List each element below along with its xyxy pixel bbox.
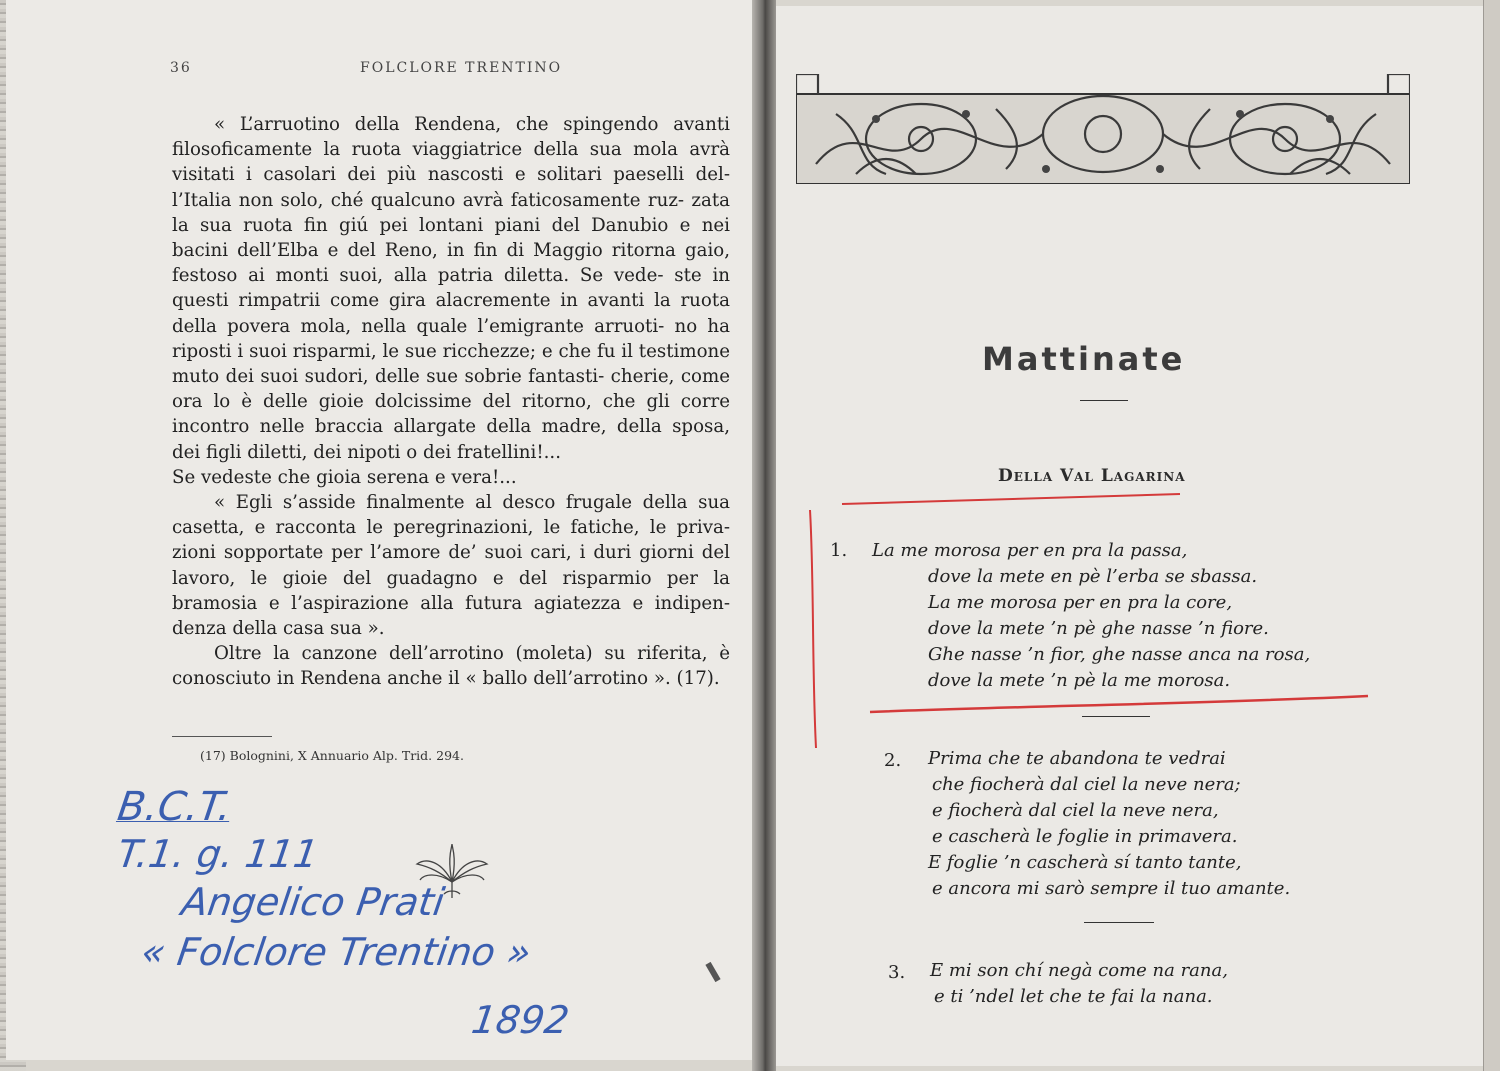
handwritten-note-line: 1892 <box>468 998 572 1042</box>
verse-line: e ancora mi sarò sempre il tuo amante. <box>932 878 1291 899</box>
verse-line: Ghe nasse ’n fior, ghe nasse anca na rosa, <box>928 644 1311 665</box>
verse-line: La me morosa per en pra la passa, <box>872 540 1188 561</box>
stanza <box>884 746 1290 902</box>
handwritten-note-line: Angelico Prati <box>178 880 448 924</box>
verse-line: E mi son chí negà come na rana, <box>930 960 1228 981</box>
paragraph: « Egli s’asside finalmente al desco frugale della sua casetta, e racconta le peregrinazioni, le fatiche, le priva- zioni sopportate per l’amore de’ suoi cari, i duri giorni del lavoro, le gioie del guadagno e del risparmio per la bramosia e l’aspirazione alla futura agiatezza e indipen- denza della casa sua ». <box>172 492 730 640</box>
handwritten-note-line: « Folclore Trentino » <box>138 930 534 974</box>
page-number: 36 <box>170 60 192 76</box>
page-edges-right <box>1483 0 1500 1071</box>
stanza-number: 1. <box>830 540 848 561</box>
section-subheading: Della Val Lagarina <box>998 466 1186 486</box>
stanza-number: 2. <box>884 750 902 771</box>
stanza-number: 3. <box>888 962 906 983</box>
title-rule <box>1080 400 1128 401</box>
body-text <box>172 112 730 692</box>
footnote-rule <box>172 736 272 737</box>
verse-line: Prima che te abandona te vedrai <box>928 748 1226 769</box>
paragraph: Se vedeste che gioia serena e vera!... <box>172 466 517 488</box>
book-gutter <box>752 0 776 1071</box>
verse-line: e cascherà le foglie in primavera. <box>932 826 1238 847</box>
stanza <box>888 958 1228 1010</box>
stanza-rule <box>1084 922 1154 923</box>
verse-line: e fiocherà dal ciel la neve nera, <box>932 800 1219 821</box>
paragraph: Oltre la canzone dell’arrotino (moleta) su riferita, è conosciuto in Rendena anche il « ballo dell’arrotino ». (17). <box>172 643 730 690</box>
verse-line: E foglie ’n cascherà sí tanto tante, <box>928 852 1242 873</box>
paragraph: « L’arruotino della Rendena, che spingendo avanti filosoficamente la ruota viaggiatrice della sua mola avrà visitati i casolari dei più nascosti e solitari paeselli del- l’Italia non solo, ché qualcuno avrà faticosamente ruz- zata la sua ruota fin giú pei lontani piani del Danubio e nei bacini dell’Elba e del Reno, in fin di Maggio ritorna gaio, festoso ai monti suoi, alla patria diletta. Se vede- ste in questi rimpatrii come gira alacremente in avanti la ruota della povera mola, nella quale l’emigrante arruoti- no ha riposti i suoi risparmi, le sue ricchezze; e che fu il testimone muto dei suoi sudori, delle sue sobrie fantasti- cherie, come ora lo è delle gioie dolcissime del ritorno, che gli corre incontro nelle braccia allargate della madre, della sposa, dei figli diletti, dei nipoti o dei fratellini!... <box>172 114 730 463</box>
ornamental-headpiece-icon <box>796 74 1410 184</box>
section-title: Mattinate <box>982 340 1186 378</box>
verse-line: dove la mete ’n pè ghe nasse ’n fiore. <box>928 618 1269 639</box>
running-title: FOLCLORE TRENTINO <box>360 60 563 76</box>
stanza <box>830 538 1310 694</box>
handwritten-note-line: T.1. g. 111 <box>114 832 322 876</box>
verse-line: La me morosa per en pra la core, <box>928 592 1233 613</box>
verse-line: che fiocherà dal ciel la neve nera; <box>932 774 1241 795</box>
verse-line: dove la mete en pè l’erba se sbassa. <box>928 566 1258 587</box>
handwritten-note-line: B.C.T. <box>114 784 235 830</box>
footnote: (17) Bolognini, X Annuario Alp. Trid. 294. <box>200 748 464 763</box>
verse-line: dove la mete ’n pè la me morosa. <box>928 670 1231 691</box>
flower-vignette-icon <box>412 842 492 902</box>
verse-line: e ti ’ndel let che te fai la nana. <box>934 986 1213 1007</box>
stanza-rule <box>1082 716 1150 717</box>
